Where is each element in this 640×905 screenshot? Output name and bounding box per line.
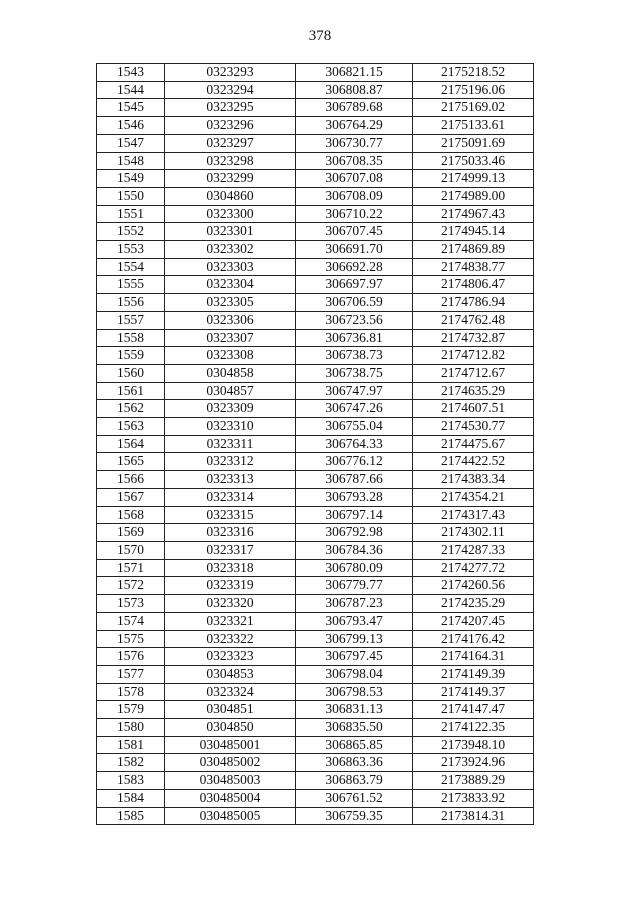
x-coordinate-cell: 306776.12 <box>296 453 413 471</box>
point-code-cell: 0323304 <box>165 276 296 294</box>
point-number-cell: 1580 <box>97 719 165 737</box>
point-number-cell: 1560 <box>97 364 165 382</box>
point-code-cell: 0323317 <box>165 541 296 559</box>
y-coordinate-cell: 2174607.51 <box>413 400 534 418</box>
y-coordinate-cell: 2174422.52 <box>413 453 534 471</box>
point-code-cell: 030485001 <box>165 736 296 754</box>
x-coordinate-cell: 306738.75 <box>296 364 413 382</box>
y-coordinate-cell: 2174149.39 <box>413 665 534 683</box>
table-row <box>97 683 534 701</box>
table-row <box>97 807 534 825</box>
point-code-cell: 0323299 <box>165 170 296 188</box>
x-coordinate-cell: 306692.28 <box>296 258 413 276</box>
y-coordinate-cell: 2173833.92 <box>413 789 534 807</box>
point-code-cell: 0304858 <box>165 364 296 382</box>
coordinates-table <box>96 63 534 825</box>
x-coordinate-cell: 306863.79 <box>296 772 413 790</box>
point-number-cell: 1564 <box>97 435 165 453</box>
x-coordinate-cell: 306708.35 <box>296 152 413 170</box>
table-row <box>97 595 534 613</box>
y-coordinate-cell: 2175218.52 <box>413 64 534 82</box>
point-code-cell: 0323313 <box>165 471 296 489</box>
y-coordinate-cell: 2173814.31 <box>413 807 534 825</box>
x-coordinate-cell: 306787.23 <box>296 595 413 613</box>
point-code-cell: 0323293 <box>165 64 296 82</box>
x-coordinate-cell: 306863.36 <box>296 754 413 772</box>
x-coordinate-cell: 306708.09 <box>296 187 413 205</box>
table-row <box>97 736 534 754</box>
y-coordinate-cell: 2174147.47 <box>413 701 534 719</box>
point-number-cell: 1566 <box>97 471 165 489</box>
coordinates-table-body <box>97 64 534 825</box>
x-coordinate-cell: 306797.45 <box>296 648 413 666</box>
x-coordinate-cell: 306706.59 <box>296 294 413 312</box>
table-row <box>97 187 534 205</box>
point-code-cell: 0323295 <box>165 99 296 117</box>
point-code-cell: 030485002 <box>165 754 296 772</box>
x-coordinate-cell: 306759.35 <box>296 807 413 825</box>
y-coordinate-cell: 2174383.34 <box>413 471 534 489</box>
y-coordinate-cell: 2174967.43 <box>413 205 534 223</box>
point-number-cell: 1570 <box>97 541 165 559</box>
y-coordinate-cell: 2174989.00 <box>413 187 534 205</box>
x-coordinate-cell: 306793.47 <box>296 612 413 630</box>
table-row <box>97 276 534 294</box>
point-number-cell: 1574 <box>97 612 165 630</box>
x-coordinate-cell: 306798.04 <box>296 665 413 683</box>
point-code-cell: 0323309 <box>165 400 296 418</box>
table-row <box>97 471 534 489</box>
y-coordinate-cell: 2174176.42 <box>413 630 534 648</box>
point-code-cell: 0323305 <box>165 294 296 312</box>
y-coordinate-cell: 2173948.10 <box>413 736 534 754</box>
table-row <box>97 665 534 683</box>
x-coordinate-cell: 306808.87 <box>296 81 413 99</box>
point-number-cell: 1552 <box>97 223 165 241</box>
point-code-cell: 0323307 <box>165 329 296 347</box>
y-coordinate-cell: 2174869.89 <box>413 241 534 259</box>
point-number-cell: 1543 <box>97 64 165 82</box>
y-coordinate-cell: 2174530.77 <box>413 418 534 436</box>
point-code-cell: 0323294 <box>165 81 296 99</box>
point-code-cell: 0323314 <box>165 488 296 506</box>
y-coordinate-cell: 2174207.45 <box>413 612 534 630</box>
x-coordinate-cell: 306793.28 <box>296 488 413 506</box>
point-number-cell: 1547 <box>97 134 165 152</box>
x-coordinate-cell: 306738.73 <box>296 347 413 365</box>
y-coordinate-cell: 2174786.94 <box>413 294 534 312</box>
point-code-cell: 0304857 <box>165 382 296 400</box>
y-coordinate-cell: 2174475.67 <box>413 435 534 453</box>
point-number-cell: 1551 <box>97 205 165 223</box>
table-row <box>97 453 534 471</box>
point-code-cell: 0323302 <box>165 241 296 259</box>
page-number: 378 <box>308 28 332 44</box>
point-number-cell: 1548 <box>97 152 165 170</box>
point-code-cell: 0323312 <box>165 453 296 471</box>
y-coordinate-cell: 2175196.06 <box>413 81 534 99</box>
table-row <box>97 134 534 152</box>
y-coordinate-cell: 2174122.35 <box>413 719 534 737</box>
x-coordinate-cell: 306755.04 <box>296 418 413 436</box>
x-coordinate-cell: 306821.15 <box>296 64 413 82</box>
point-number-cell: 1556 <box>97 294 165 312</box>
table-row <box>97 418 534 436</box>
point-number-cell: 1575 <box>97 630 165 648</box>
x-coordinate-cell: 306835.50 <box>296 719 413 737</box>
point-number-cell: 1544 <box>97 81 165 99</box>
point-code-cell: 0323315 <box>165 506 296 524</box>
table-row <box>97 329 534 347</box>
point-code-cell: 0323300 <box>165 205 296 223</box>
point-code-cell: 0323322 <box>165 630 296 648</box>
table-row <box>97 223 534 241</box>
point-number-cell: 1555 <box>97 276 165 294</box>
x-coordinate-cell: 306779.77 <box>296 577 413 595</box>
table-row <box>97 719 534 737</box>
point-code-cell: 0323311 <box>165 435 296 453</box>
point-code-cell: 030485005 <box>165 807 296 825</box>
point-number-cell: 1554 <box>97 258 165 276</box>
point-code-cell: 030485004 <box>165 789 296 807</box>
point-code-cell: 0323296 <box>165 117 296 135</box>
y-coordinate-cell: 2174712.82 <box>413 347 534 365</box>
x-coordinate-cell: 306865.85 <box>296 736 413 754</box>
table-row <box>97 170 534 188</box>
point-number-cell: 1563 <box>97 418 165 436</box>
point-number-cell: 1577 <box>97 665 165 683</box>
table-row <box>97 506 534 524</box>
point-code-cell: 0323308 <box>165 347 296 365</box>
point-number-cell: 1553 <box>97 241 165 259</box>
x-coordinate-cell: 306792.98 <box>296 524 413 542</box>
point-number-cell: 1578 <box>97 683 165 701</box>
point-number-cell: 1561 <box>97 382 165 400</box>
y-coordinate-cell: 2174838.77 <box>413 258 534 276</box>
y-coordinate-cell: 2174635.29 <box>413 382 534 400</box>
y-coordinate-cell: 2175033.46 <box>413 152 534 170</box>
x-coordinate-cell: 306736.81 <box>296 329 413 347</box>
y-coordinate-cell: 2174732.87 <box>413 329 534 347</box>
point-number-cell: 1559 <box>97 347 165 365</box>
point-number-cell: 1546 <box>97 117 165 135</box>
table-row <box>97 205 534 223</box>
point-number-cell: 1549 <box>97 170 165 188</box>
point-number-cell: 1576 <box>97 648 165 666</box>
point-code-cell: 0323320 <box>165 595 296 613</box>
y-coordinate-cell: 2174999.13 <box>413 170 534 188</box>
y-coordinate-cell: 2173924.96 <box>413 754 534 772</box>
table-row <box>97 630 534 648</box>
table-row <box>97 524 534 542</box>
table-row <box>97 648 534 666</box>
point-code-cell: 0304850 <box>165 719 296 737</box>
x-coordinate-cell: 306707.45 <box>296 223 413 241</box>
point-number-cell: 1557 <box>97 311 165 329</box>
x-coordinate-cell: 306764.29 <box>296 117 413 135</box>
table-row <box>97 435 534 453</box>
y-coordinate-cell: 2174277.72 <box>413 559 534 577</box>
y-coordinate-cell: 2174317.43 <box>413 506 534 524</box>
table-row <box>97 64 534 82</box>
table-row <box>97 541 534 559</box>
table-row <box>97 241 534 259</box>
point-number-cell: 1573 <box>97 595 165 613</box>
x-coordinate-cell: 306707.08 <box>296 170 413 188</box>
point-code-cell: 0323306 <box>165 311 296 329</box>
point-number-cell: 1585 <box>97 807 165 825</box>
table-row <box>97 612 534 630</box>
table-row <box>97 294 534 312</box>
y-coordinate-cell: 2174354.21 <box>413 488 534 506</box>
point-code-cell: 0304853 <box>165 665 296 683</box>
table-row <box>97 364 534 382</box>
x-coordinate-cell: 306797.14 <box>296 506 413 524</box>
table-row <box>97 382 534 400</box>
point-code-cell: 0323318 <box>165 559 296 577</box>
y-coordinate-cell: 2174806.47 <box>413 276 534 294</box>
table-row <box>97 701 534 719</box>
x-coordinate-cell: 306730.77 <box>296 134 413 152</box>
point-number-cell: 1565 <box>97 453 165 471</box>
y-coordinate-cell: 2174260.56 <box>413 577 534 595</box>
table-row <box>97 152 534 170</box>
point-code-cell: 0304860 <box>165 187 296 205</box>
table-row <box>97 347 534 365</box>
y-coordinate-cell: 2173889.29 <box>413 772 534 790</box>
x-coordinate-cell: 306789.68 <box>296 99 413 117</box>
point-number-cell: 1558 <box>97 329 165 347</box>
point-code-cell: 0323323 <box>165 648 296 666</box>
table-row <box>97 559 534 577</box>
x-coordinate-cell: 306784.36 <box>296 541 413 559</box>
y-coordinate-cell: 2174712.67 <box>413 364 534 382</box>
point-code-cell: 0323321 <box>165 612 296 630</box>
x-coordinate-cell: 306798.53 <box>296 683 413 701</box>
y-coordinate-cell: 2174164.31 <box>413 648 534 666</box>
point-code-cell: 0323303 <box>165 258 296 276</box>
y-coordinate-cell: 2174762.48 <box>413 311 534 329</box>
table-row <box>97 258 534 276</box>
table-row <box>97 577 534 595</box>
table-row <box>97 754 534 772</box>
x-coordinate-cell: 306747.97 <box>296 382 413 400</box>
table-row <box>97 99 534 117</box>
point-number-cell: 1581 <box>97 736 165 754</box>
table-row <box>97 789 534 807</box>
point-code-cell: 0323301 <box>165 223 296 241</box>
point-number-cell: 1579 <box>97 701 165 719</box>
x-coordinate-cell: 306697.97 <box>296 276 413 294</box>
point-number-cell: 1571 <box>97 559 165 577</box>
point-number-cell: 1550 <box>97 187 165 205</box>
point-code-cell: 0323316 <box>165 524 296 542</box>
x-coordinate-cell: 306764.33 <box>296 435 413 453</box>
y-coordinate-cell: 2175091.69 <box>413 134 534 152</box>
y-coordinate-cell: 2174235.29 <box>413 595 534 613</box>
y-coordinate-cell: 2175133.61 <box>413 117 534 135</box>
table-row <box>97 311 534 329</box>
table-row <box>97 81 534 99</box>
x-coordinate-cell: 306761.52 <box>296 789 413 807</box>
x-coordinate-cell: 306780.09 <box>296 559 413 577</box>
point-number-cell: 1568 <box>97 506 165 524</box>
point-code-cell: 0323324 <box>165 683 296 701</box>
point-code-cell: 0323319 <box>165 577 296 595</box>
point-code-cell: 0323297 <box>165 134 296 152</box>
point-number-cell: 1569 <box>97 524 165 542</box>
x-coordinate-cell: 306691.70 <box>296 241 413 259</box>
point-code-cell: 0323310 <box>165 418 296 436</box>
point-number-cell: 1567 <box>97 488 165 506</box>
x-coordinate-cell: 306747.26 <box>296 400 413 418</box>
table-row <box>97 488 534 506</box>
point-number-cell: 1582 <box>97 754 165 772</box>
point-number-cell: 1584 <box>97 789 165 807</box>
table-row <box>97 117 534 135</box>
x-coordinate-cell: 306831.13 <box>296 701 413 719</box>
point-number-cell: 1572 <box>97 577 165 595</box>
point-number-cell: 1583 <box>97 772 165 790</box>
point-code-cell: 0323298 <box>165 152 296 170</box>
point-number-cell: 1562 <box>97 400 165 418</box>
point-number-cell: 1545 <box>97 99 165 117</box>
x-coordinate-cell: 306710.22 <box>296 205 413 223</box>
point-code-cell: 0304851 <box>165 701 296 719</box>
point-code-cell: 030485003 <box>165 772 296 790</box>
x-coordinate-cell: 306799.13 <box>296 630 413 648</box>
x-coordinate-cell: 306787.66 <box>296 471 413 489</box>
y-coordinate-cell: 2175169.02 <box>413 99 534 117</box>
y-coordinate-cell: 2174149.37 <box>413 683 534 701</box>
y-coordinate-cell: 2174945.14 <box>413 223 534 241</box>
table-row <box>97 772 534 790</box>
y-coordinate-cell: 2174302.11 <box>413 524 534 542</box>
table-row <box>97 400 534 418</box>
y-coordinate-cell: 2174287.33 <box>413 541 534 559</box>
x-coordinate-cell: 306723.56 <box>296 311 413 329</box>
